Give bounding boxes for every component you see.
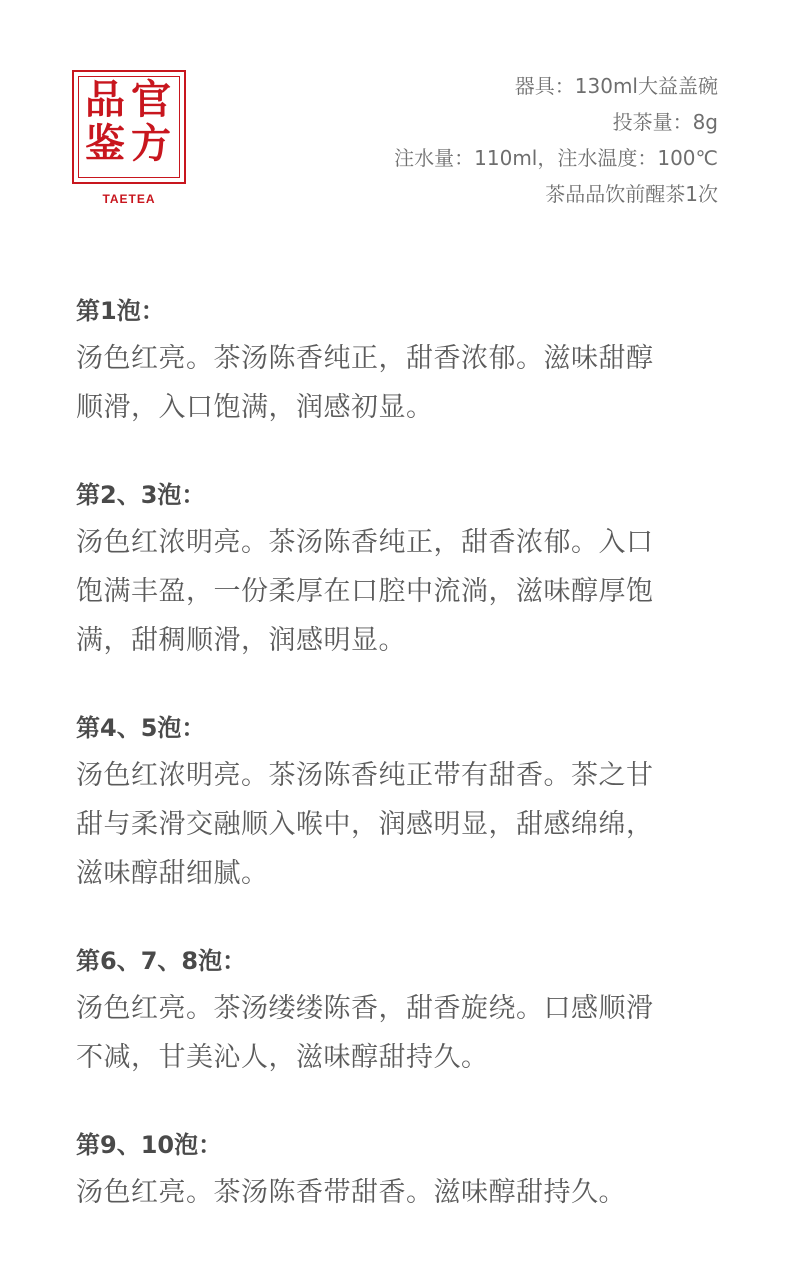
tasting-notes xyxy=(76,292,726,1261)
infusion-title: 第9、10泡： xyxy=(76,1131,223,1159)
description-line: 甜与柔滑交融顺入喉中，润感明显，甜感绵绵， xyxy=(76,809,654,840)
description-line: 饱满丰盈，一份柔厚在口腔中流淌，滋味醇厚饱 xyxy=(76,576,654,607)
infusion-description xyxy=(76,518,726,665)
infusion-description xyxy=(76,751,726,898)
description-line: 汤色红亮。茶汤陈香带甜香。滋味醇甜持久。 xyxy=(76,1177,626,1208)
logo-char-fang: 方 xyxy=(131,120,171,167)
logo-characters xyxy=(82,78,174,166)
logo-char-pin: 品 xyxy=(85,76,125,123)
logo-char-guan: 官 xyxy=(131,76,171,123)
infusion-title: 第1泡： xyxy=(76,297,165,325)
description-line: 汤色红亮。茶汤缕缕陈香，甜香旋绕。口感顺滑 xyxy=(76,993,654,1024)
infusion-section-6-8 xyxy=(76,942,726,1082)
description-line: 汤色红浓明亮。茶汤陈香纯正，甜香浓郁。入口 xyxy=(76,527,654,558)
description-line: 汤色红亮。茶汤陈香纯正，甜香浓郁。滋味甜醇 xyxy=(76,343,654,374)
spec-vessel: 器具：130ml大益盖碗 xyxy=(514,74,718,98)
description-line: 满，甜稠顺滑，润感明显。 xyxy=(76,625,406,656)
infusion-title: 第2、3泡： xyxy=(76,481,206,509)
logo-char-jian: 鉴 xyxy=(85,120,125,167)
infusion-section-4-5 xyxy=(76,709,726,898)
brand-logo-seal xyxy=(72,70,186,184)
infusion-description xyxy=(76,334,726,432)
brewing-specs xyxy=(394,68,718,212)
spec-tea-amount: 投茶量：8g xyxy=(612,110,718,134)
spec-water: 注水量：110ml，注水温度：100℃ xyxy=(394,146,718,170)
infusion-section-9-10 xyxy=(76,1126,726,1217)
infusion-title: 第6、7、8泡： xyxy=(76,947,247,975)
description-line: 不减，甘美沁人，滋味醇甜持久。 xyxy=(76,1042,489,1073)
logo-brand-text: TAETEA xyxy=(102,192,156,206)
infusion-description xyxy=(76,1168,726,1217)
description-line: 滋味醇甜细腻。 xyxy=(76,858,269,889)
infusion-description xyxy=(76,984,726,1082)
infusion-section-1 xyxy=(76,292,726,432)
infusion-title: 第4、5泡： xyxy=(76,714,206,742)
infusion-section-2-3 xyxy=(76,476,726,665)
description-line: 顺滑，入口饱满，润感初显。 xyxy=(76,392,434,423)
spec-awaken: 茶品品饮前醒茶1次 xyxy=(545,182,718,206)
description-line: 汤色红浓明亮。茶汤陈香纯正带有甜香。茶之甘 xyxy=(76,760,654,791)
